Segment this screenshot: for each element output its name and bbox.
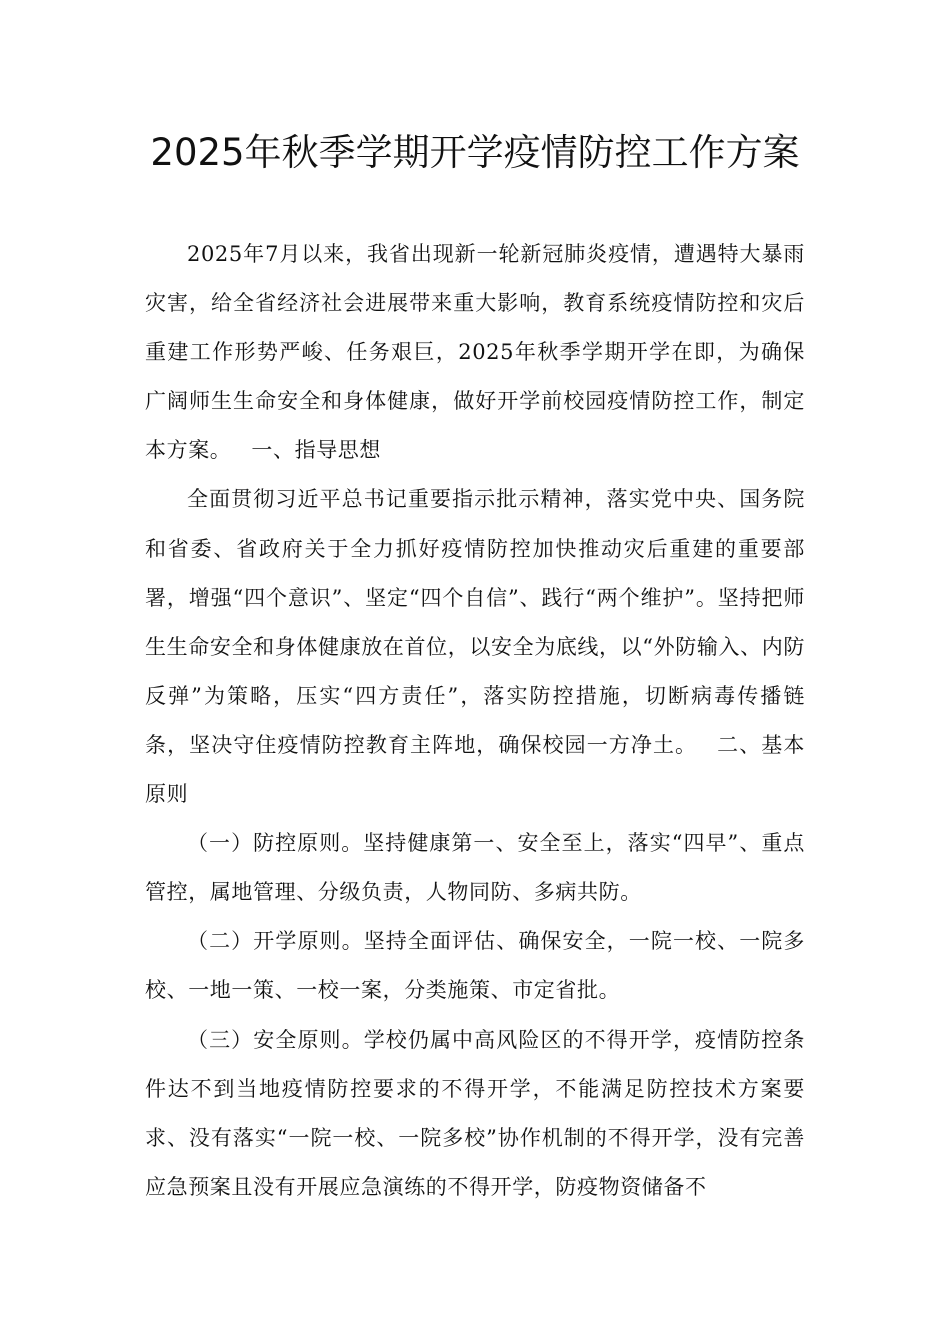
paragraph-safety-principle: （三）安全原则。学校仍属中高风险区的不得开学，疫情防控条件达不到当地疫情防控要求的不得开学，不能满足防控技术方案要求、没有落实“一院一校、一院多校”协作机制的不得开学，没有完善应急预案且没有开展应急演练的不得开学，防疫物资储备不 bbox=[145, 1027, 805, 1199]
paragraph-prevention-principle: （一）防控原则。坚持健康第一、安全至上，落实“四早”、重点管控，属地管理、分级负责，人物同防、多病共防。 bbox=[145, 831, 805, 905]
paragraph-opening-principle: （二）开学原则。坚持全面评估、确保安全，一院一校、一院多校、一地一策、一校一案，分类施策、市定省批。 bbox=[145, 929, 805, 1003]
section-heading-basic-principles: 二、基本原则 bbox=[145, 732, 805, 807]
paragraph-intro bbox=[145, 230, 805, 475]
section-heading-guiding-ideology: 一、指导思想 bbox=[251, 438, 382, 463]
paragraph-text: 2025年7月以来，我省出现新一轮新冠肺炎疫情，遭遇特大暴雨灾害，给全省经济社会进展带来重大影响，教育系统疫情防控和灾后重建工作形势严峻、任务艰巨，2025年秋季学期开学在即，为确保广阔师生生命安全和身体健康，做好开学前校园疫情防控工作，制定本方案。 bbox=[145, 242, 805, 463]
document-body bbox=[145, 230, 805, 1212]
paragraph-guiding-ideology bbox=[145, 475, 805, 819]
paragraph-text: 全面贯彻习近平总书记重要指示批示精神，落实党中央、国务院和省委、省政府关于全力抓好疫情防控加快推动灾后重建的重要部署，增强“四个意识”、坚定“四个自信”、践行“两个维护”。坚持把师生生命安全和身体健康放在首位，以安全为底线，以“外防输入、内防反弹”为策略，压实“四方责任”，落实防控措施，切断病毒传播链条，坚决守住疫情防控教育主阵地，确保校园一方净土。 bbox=[145, 487, 805, 757]
document-title: 2025年秋季学期开学疫情防控工作方案 bbox=[150, 131, 800, 174]
